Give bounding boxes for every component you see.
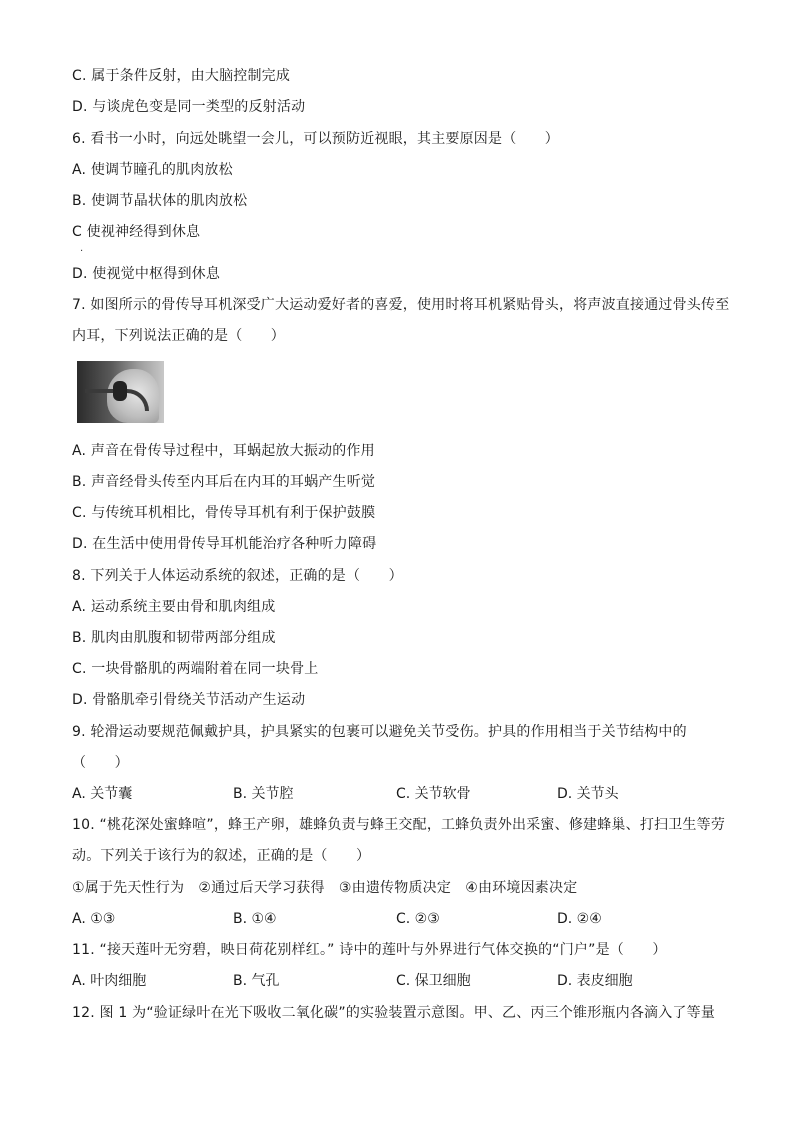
question-8: 8. 下列关于人体运动系统的叙述，正确的是（ ） (72, 568, 403, 584)
q8-option-c: C. 一块骨骼肌的两端附着在同一块骨上 (72, 661, 319, 677)
q9-option-c: C. 关节软骨 (396, 786, 471, 802)
q8-option-a: A. 运动系统主要由骨和肌肉组成 (72, 599, 276, 615)
question-10-line2: 动。下列关于该行为的叙述，正确的是（ ） (72, 848, 371, 864)
question-7-line1: 7. 如图所示的骨传导耳机深受广大运动爱好者的喜爱，使用时将耳机紧贴骨头，将声波直接通过骨头传至 (72, 297, 730, 313)
q9-option-a: A. 关节囊 (72, 786, 133, 802)
q6-option-d: D. 使视觉中枢得到休息 (72, 266, 221, 282)
line-q5d: D. 与谈虎色变是同一类型的反射活动 (72, 99, 306, 115)
q11-option-d: D. 表皮细胞 (557, 973, 633, 989)
q11-option-c: C. 保卫细胞 (396, 973, 471, 989)
q6-option-c: C 使视神经得到休息 (72, 224, 201, 240)
q10-option-a: A. ①③ (72, 911, 116, 927)
q6-option-b: B. 使调节晶状体的肌肉放松 (72, 193, 248, 209)
question-9: 9. 轮滑运动要规范佩戴护具，护具紧实的包裹可以避免关节受伤。护具的作用相当于关节结构中的 (72, 724, 687, 740)
q7-option-c: C. 与传统耳机相比，骨传导耳机有利于保护鼓膜 (72, 505, 376, 521)
question-9-paren: （ ） (72, 755, 129, 771)
q11-option-a: A. 叶肉细胞 (72, 973, 147, 989)
q6-option-a: A. 使调节瞳孔的肌肉放松 (72, 162, 233, 178)
stray-dot: . (80, 243, 84, 254)
question-7-line2: 内耳，下列说法正确的是（ ） (72, 328, 285, 344)
question-11: 11. “接天莲叶无穷碧，映日荷花别样红。” 诗中的莲叶与外界进行气体交换的“门户”是（ ） (72, 942, 667, 958)
q7-option-d: D. 在生活中使用骨传导耳机能治疗各种听力障碍 (72, 536, 377, 552)
question-6: 6. 看书一小时，向远处眺望一会儿，可以预防近视眼，其主要原因是（ ） (72, 131, 560, 147)
q10-option-d: D. ②④ (557, 911, 602, 927)
q8-option-b: B. 肌肉由肌腹和韧带两部分组成 (72, 630, 276, 646)
question-12: 12. 图 1 为“验证绿叶在光下吸收二氧化碳”的实验装置示意图。甲、乙、丙三个锥形瓶内各滴入了等量 (72, 1005, 716, 1021)
q10-option-c: C. ②③ (396, 911, 440, 927)
bone-conduction-headphone-photo (77, 361, 164, 423)
q7-option-b: B. 声音经骨头传至内耳后在内耳的耳蜗产生听觉 (72, 474, 376, 490)
q9-option-b: B. 关节腔 (233, 786, 294, 802)
q8-option-d: D. 骨骼肌牵引骨绕关节活动产生运动 (72, 692, 306, 708)
q10-option-b: B. ①④ (233, 911, 277, 927)
q9-option-d: D. 关节头 (557, 786, 619, 802)
q11-option-b: B. 气孔 (233, 973, 280, 989)
q7-option-a: A. 声音在骨传导过程中，耳蜗起放大振动的作用 (72, 443, 375, 459)
headphone-pad (113, 381, 127, 401)
question-10-line1: 10. “桃花深处蜜蜂喧”，蜂王产卵，雄蜂负责与蜂王交配，工蜂负责外出采蜜、修建蜂巢、打扫卫生等劳 (72, 817, 726, 833)
question-10-statements: ①属于先天性行为 ②通过后天学习获得 ③由遗传物质决定 ④由环境因素决定 (72, 880, 578, 896)
line-q5c: C. 属于条件反射，由大脑控制完成 (72, 68, 291, 84)
